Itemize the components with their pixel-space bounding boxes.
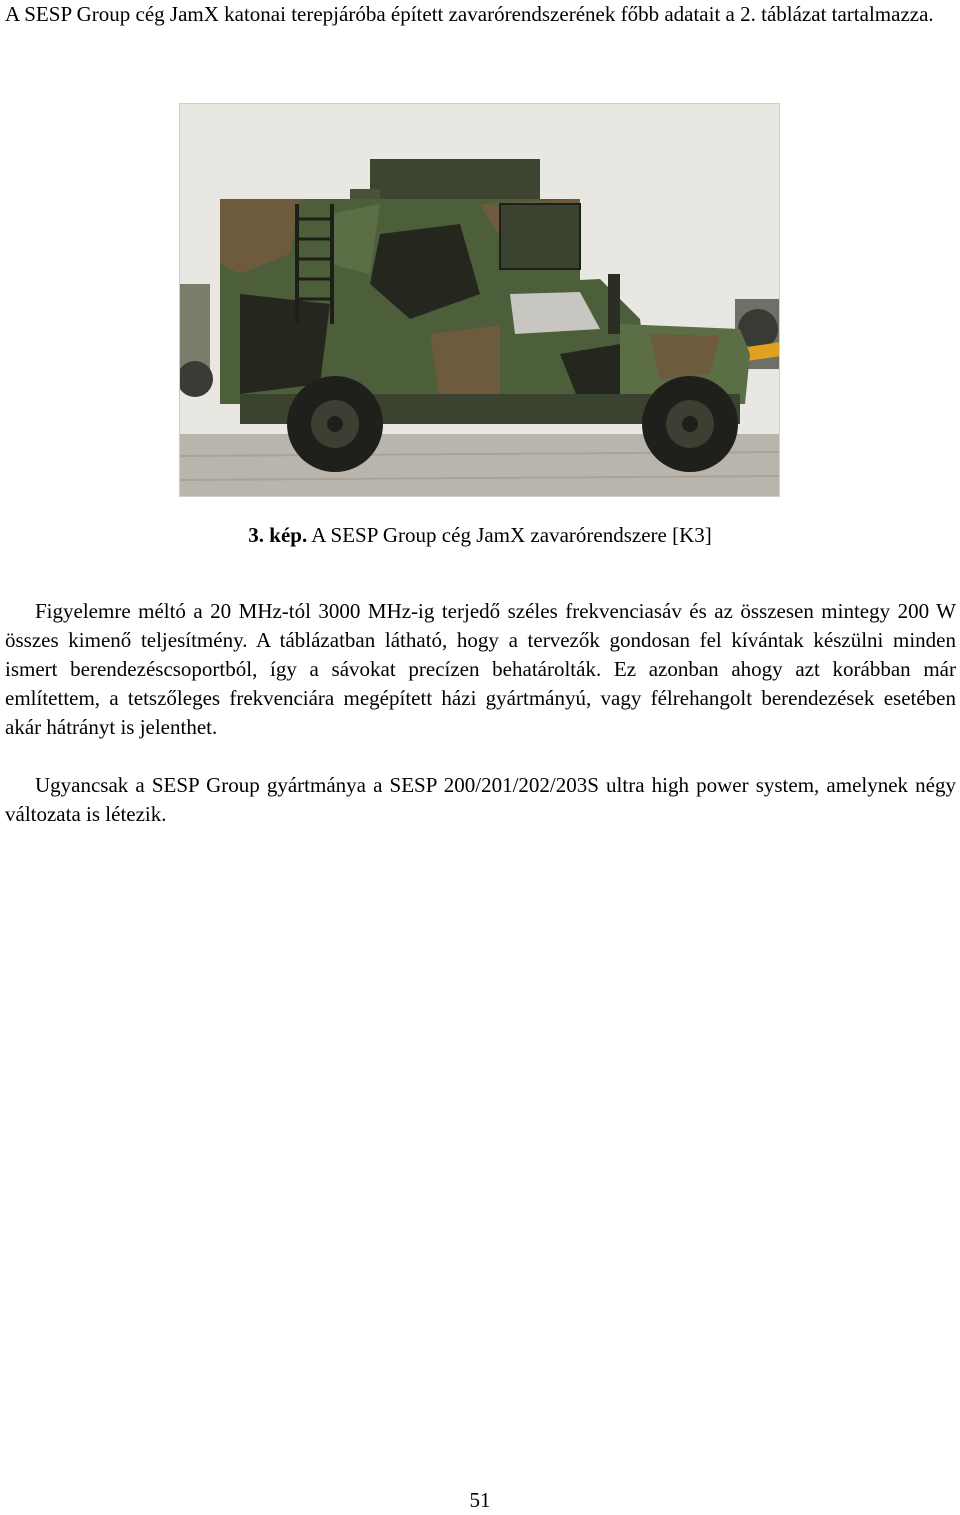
figure-caption-label: 3. kép.: [248, 523, 308, 547]
figure-caption: [0, 521, 960, 550]
jamx-vehicle-photo: [179, 103, 780, 497]
body-paragraph-2: Ugyancsak a SESP Group gyártmánya a SESP 200/201/202/203S ultra high power system, amelynek négy változata is létezik.: [5, 773, 956, 826]
intro-paragraph: A SESP Group cég JamX katonai terepjáróba épített zavarórendszerének főbb adatait a 2. táblázat tartalmazza.: [5, 2, 934, 26]
page-number: 51: [469, 1488, 491, 1512]
body-paragraph-1: Figyelemre méltó a 20 MHz-tól 3000 MHz-ig terjedő széles frekvenciasáv és az összesen mintegy 200 W összes kimenő teljesítmény. A táblázatban látható, hogy a tervezők gondosan fel kívántak készülni minden ismert berendezéscsoportból, így a sávokat precízen behatárolták. Ez azonban ahogy azt korábban már említettem, a tetszőleges frekvenciára megépített házi gyártmányú, vagy félrehangolt berendezések esetében akár hátrányt is jelenthet.: [5, 599, 956, 739]
vehicle-illustration: [180, 104, 780, 497]
figure-caption-text: A SESP Group cég JamX zavarórendszere [K3]: [307, 523, 712, 547]
background-vehicle-left: [180, 284, 210, 374]
roof-antenna-box: [370, 159, 540, 204]
